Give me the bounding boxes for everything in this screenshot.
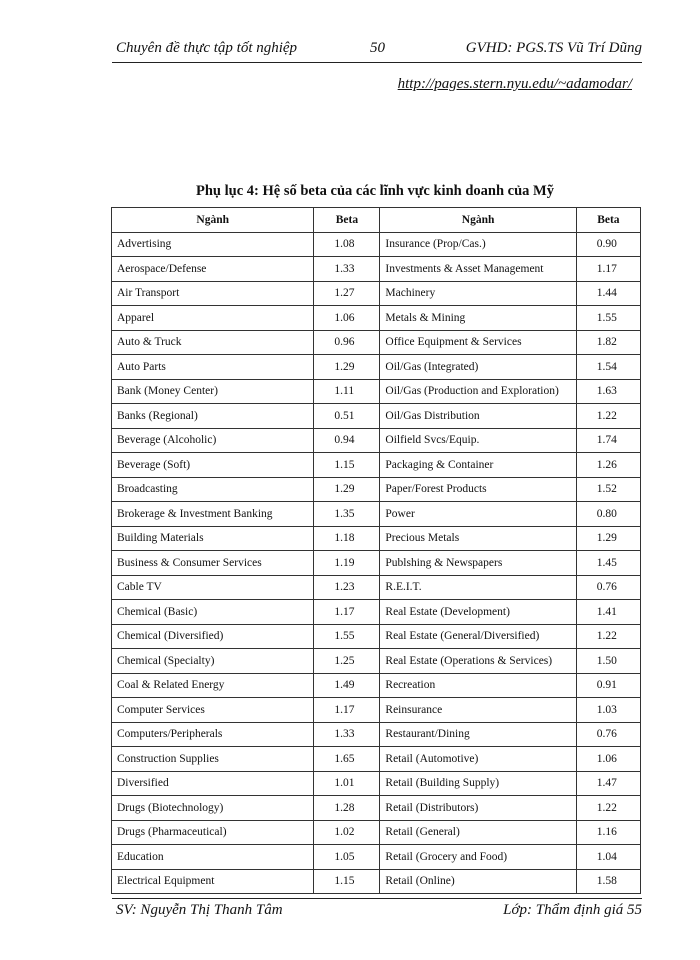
industry-cell: Retail (Distributors) — [380, 796, 576, 821]
industry-cell: Beverage (Alcoholic) — [112, 428, 314, 453]
beta-cell: 1.06 — [576, 747, 640, 772]
industry-cell: Restaurant/Dining — [380, 722, 576, 747]
industry-cell: Retail (Building Supply) — [380, 771, 576, 796]
table-row — [112, 330, 641, 355]
source-link[interactable]: http://pages.stern.nyu.edu/~adamodar/ — [397, 76, 632, 92]
table-row — [112, 379, 641, 404]
beta-cell: 1.41 — [576, 600, 640, 625]
table-row — [112, 526, 641, 551]
industry-cell: Machinery — [380, 281, 576, 306]
industry-cell: Chemical (Specialty) — [112, 649, 314, 674]
industry-cell: Insurance (Prop/Cas.) — [380, 232, 576, 257]
industry-cell: Business & Consumer Services — [112, 551, 314, 576]
table-body — [112, 232, 641, 894]
page-footer — [112, 898, 642, 918]
beta-cell: 1.16 — [576, 820, 640, 845]
beta-cell: 1.03 — [576, 698, 640, 723]
industry-cell: Real Estate (Operations & Services) — [380, 649, 576, 674]
industry-cell: Real Estate (General/Diversified) — [380, 624, 576, 649]
industry-cell: Diversified — [112, 771, 314, 796]
beta-cell: 1.44 — [576, 281, 640, 306]
industry-cell: Chemical (Basic) — [112, 600, 314, 625]
industry-cell: Computer Services — [112, 698, 314, 723]
table-row — [112, 698, 641, 723]
beta-cell: 1.55 — [576, 306, 640, 331]
beta-cell: 1.58 — [576, 869, 640, 894]
page-number: 50 — [370, 40, 385, 56]
header-industry-2: Ngành — [380, 208, 576, 233]
beta-cell: 1.22 — [576, 624, 640, 649]
table-row — [112, 355, 641, 380]
beta-cell: 0.51 — [314, 404, 380, 429]
industry-cell: Recreation — [380, 673, 576, 698]
industry-cell: Education — [112, 845, 314, 870]
page-header — [112, 38, 642, 63]
header-thesis-title: Chuyên đề thực tập tốt nghiệp — [116, 40, 298, 56]
footer-class: Lớp: Thẩm định giá 55 — [503, 902, 642, 918]
beta-cell: 1.47 — [576, 771, 640, 796]
beta-cell: 1.29 — [314, 355, 380, 380]
table-row — [112, 477, 641, 502]
table-row — [112, 845, 641, 870]
industry-cell: Real Estate (Development) — [380, 600, 576, 625]
industry-cell: Brokerage & Investment Banking — [112, 502, 314, 527]
beta-cell: 1.33 — [314, 722, 380, 747]
table-row — [112, 747, 641, 772]
industry-cell: Computers/Peripherals — [112, 722, 314, 747]
table-row — [112, 673, 641, 698]
beta-cell: 0.90 — [576, 232, 640, 257]
industry-cell: Oil/Gas (Production and Exploration) — [380, 379, 576, 404]
industry-cell: Retail (Online) — [380, 869, 576, 894]
beta-cell: 0.96 — [314, 330, 380, 355]
industry-cell: Banks (Regional) — [112, 404, 314, 429]
table-row — [112, 281, 641, 306]
header-industry-1: Ngành — [112, 208, 314, 233]
beta-cell: 1.19 — [314, 551, 380, 576]
table-row — [112, 869, 641, 894]
beta-cell: 0.91 — [576, 673, 640, 698]
beta-cell: 1.29 — [314, 477, 380, 502]
beta-cell: 0.76 — [576, 575, 640, 600]
industry-cell: Precious Metals — [380, 526, 576, 551]
industry-cell: Coal & Related Energy — [112, 673, 314, 698]
beta-cell: 1.26 — [576, 453, 640, 478]
industry-cell: Drugs (Biotechnology) — [112, 796, 314, 821]
industry-cell: Aerospace/Defense — [112, 257, 314, 282]
industry-cell: Auto Parts — [112, 355, 314, 380]
beta-cell: 1.49 — [314, 673, 380, 698]
industry-cell: Bank (Money Center) — [112, 379, 314, 404]
industry-cell: Oilfield Svcs/Equip. — [380, 428, 576, 453]
industry-cell: Office Equipment & Services — [380, 330, 576, 355]
table-row — [112, 722, 641, 747]
industry-cell: Metals & Mining — [380, 306, 576, 331]
table-row — [112, 649, 641, 674]
table-row — [112, 624, 641, 649]
beta-cell: 1.28 — [314, 796, 380, 821]
industry-cell: Investments & Asset Management — [380, 257, 576, 282]
industry-cell: Apparel — [112, 306, 314, 331]
beta-cell: 1.35 — [314, 502, 380, 527]
industry-cell: Reinsurance — [380, 698, 576, 723]
header-beta-2: Beta — [576, 208, 640, 233]
industry-cell: Chemical (Diversified) — [112, 624, 314, 649]
beta-cell: 1.04 — [576, 845, 640, 870]
industry-cell: R.E.I.T. — [380, 575, 576, 600]
beta-cell: 0.94 — [314, 428, 380, 453]
table-row — [112, 551, 641, 576]
beta-cell: 1.22 — [576, 796, 640, 821]
industry-cell: Oil/Gas Distribution — [380, 404, 576, 429]
beta-cell: 1.05 — [314, 845, 380, 870]
beta-cell: 1.82 — [576, 330, 640, 355]
beta-cell: 1.50 — [576, 649, 640, 674]
table-row — [112, 404, 641, 429]
industry-cell: Air Transport — [112, 281, 314, 306]
beta-cell: 1.15 — [314, 453, 380, 478]
industry-cell: Building Materials — [112, 526, 314, 551]
industry-cell: Broadcasting — [112, 477, 314, 502]
industry-cell: Construction Supplies — [112, 747, 314, 772]
table-row — [112, 796, 641, 821]
industry-cell: Electrical Equipment — [112, 869, 314, 894]
beta-cell: 1.45 — [576, 551, 640, 576]
industry-cell: Cable TV — [112, 575, 314, 600]
beta-cell: 1.52 — [576, 477, 640, 502]
beta-cell: 1.06 — [314, 306, 380, 331]
beta-cell: 1.15 — [314, 869, 380, 894]
beta-cell: 1.63 — [576, 379, 640, 404]
table-row — [112, 306, 641, 331]
beta-cell: 1.27 — [314, 281, 380, 306]
table-row — [112, 428, 641, 453]
beta-cell: 1.23 — [314, 575, 380, 600]
header-beta-1: Beta — [314, 208, 380, 233]
beta-table — [111, 207, 641, 894]
beta-cell: 0.80 — [576, 502, 640, 527]
industry-cell: Paper/Forest Products — [380, 477, 576, 502]
industry-cell: Retail (General) — [380, 820, 576, 845]
beta-cell: 1.65 — [314, 747, 380, 772]
table-row — [112, 502, 641, 527]
beta-cell: 1.17 — [576, 257, 640, 282]
beta-cell: 1.17 — [314, 600, 380, 625]
table-row — [112, 575, 641, 600]
table-row — [112, 771, 641, 796]
table-row — [112, 453, 641, 478]
beta-cell: 1.17 — [314, 698, 380, 723]
beta-cell: 1.33 — [314, 257, 380, 282]
industry-cell: Packaging & Container — [380, 453, 576, 478]
beta-cell: 1.74 — [576, 428, 640, 453]
industry-cell: Publshing & Newspapers — [380, 551, 576, 576]
beta-cell: 1.25 — [314, 649, 380, 674]
beta-cell: 1.18 — [314, 526, 380, 551]
header-advisor: GVHD: PGS.TS Vũ Trí Dũng — [465, 40, 642, 56]
industry-cell: Retail (Automotive) — [380, 747, 576, 772]
industry-cell: Beverage (Soft) — [112, 453, 314, 478]
table-row — [112, 232, 641, 257]
industry-cell: Drugs (Pharmaceutical) — [112, 820, 314, 845]
beta-cell: 1.22 — [576, 404, 640, 429]
table-row — [112, 600, 641, 625]
beta-cell: 1.11 — [314, 379, 380, 404]
footer-student: SV: Nguyễn Thị Thanh Tâm — [116, 902, 283, 918]
beta-cell: 1.29 — [576, 526, 640, 551]
beta-cell: 1.54 — [576, 355, 640, 380]
industry-cell: Auto & Truck — [112, 330, 314, 355]
beta-cell: 1.08 — [314, 232, 380, 257]
table-row — [112, 820, 641, 845]
beta-cell: 1.55 — [314, 624, 380, 649]
table-row — [112, 257, 641, 282]
industry-cell: Advertising — [112, 232, 314, 257]
industry-cell: Power — [380, 502, 576, 527]
beta-cell: 0.76 — [576, 722, 640, 747]
industry-cell: Retail (Grocery and Food) — [380, 845, 576, 870]
table-title: Phụ lục 4: Hệ số beta của các lĩnh vực kinh doanh của Mỹ — [196, 183, 554, 199]
beta-cell: 1.02 — [314, 820, 380, 845]
table-header-row — [112, 208, 641, 233]
industry-cell: Oil/Gas (Integrated) — [380, 355, 576, 380]
beta-cell: 1.01 — [314, 771, 380, 796]
